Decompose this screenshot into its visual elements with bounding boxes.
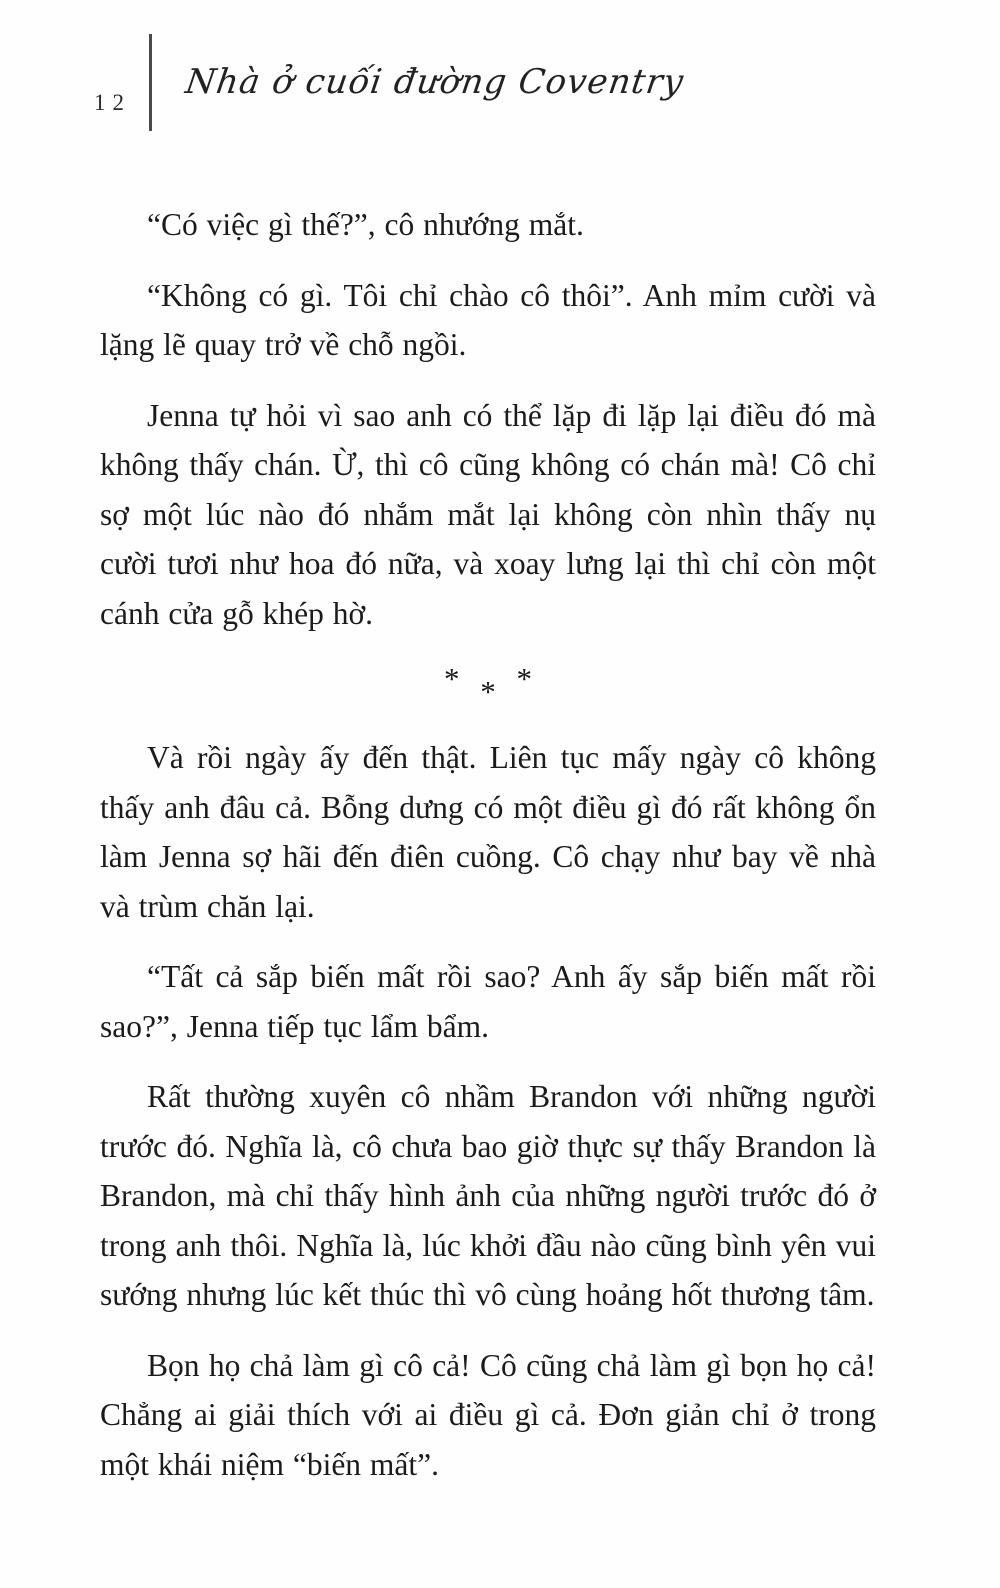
paragraph: Bọn họ chả làm gì cô cả! Cô cũng chả làm gì bọn họ cả! Chẳng ai giải thích với ai điều gì cả. Đơn giản chỉ ở trong một khái niệm “biến mất”.: [100, 1347, 876, 1482]
paragraph: “Có việc gì thế?”, cô nhướng mắt.: [147, 207, 584, 242]
section-break-asterisk: *: [480, 674, 496, 709]
body-text: [100, 200, 876, 1510]
section-break: [100, 659, 876, 723]
section-break-asterisk: *: [516, 661, 532, 696]
running-title: Nhà ở cuối đường Coventry: [183, 62, 687, 102]
paragraph: Rất thường xuyên cô nhầm Brandon với những người trước đó. Nghĩa là, cô chưa bao giờ thực sự thấy Brandon là Brandon, mà chỉ thấy hình ảnh của những người trước đó ở trong anh thôi. Nghĩa là, lúc khởi đầu nào cũng bình yên vui sướng nhưng lúc kết thúc thì vô cùng hoảng hốt thương tâm.: [100, 1079, 876, 1312]
header-divider-rule: [149, 34, 152, 131]
section-break-asterisk: *: [444, 661, 460, 696]
page-number: 12: [94, 90, 131, 115]
paragraph: “Tất cả sắp biến mất rồi sao? Anh ấy sắp biến mất rồi sao?”, Jenna tiếp tục lẩm bẩm.: [100, 959, 876, 1044]
paragraph: “Không có gì. Tôi chỉ chào cô thôi”. Anh mỉm cười và lặng lẽ quay trở về chỗ ngồi.: [100, 277, 876, 362]
paragraph: Jenna tự hỏi vì sao anh có thể lặp đi lặp lại điều đó mà không thấy chán. Ừ, thì cô cũng không có chán mà! Cô chỉ sợ một lúc nào đó nhắm mắt lại không còn nhìn thấy nụ cười tươi như hoa đó nữa, và xoay lưng lại thì chỉ còn một cánh cửa gỗ khép hờ.: [100, 397, 876, 631]
paragraph: Và rồi ngày ấy đến thật. Liên tục mấy ngày cô không thấy anh đâu cả. Bỗng dưng có một điều gì đó rất không ổn làm Jenna sợ hãi đến điên cuồng. Cô chạy như bay về nhà và trùm chăn lại.: [100, 740, 876, 924]
